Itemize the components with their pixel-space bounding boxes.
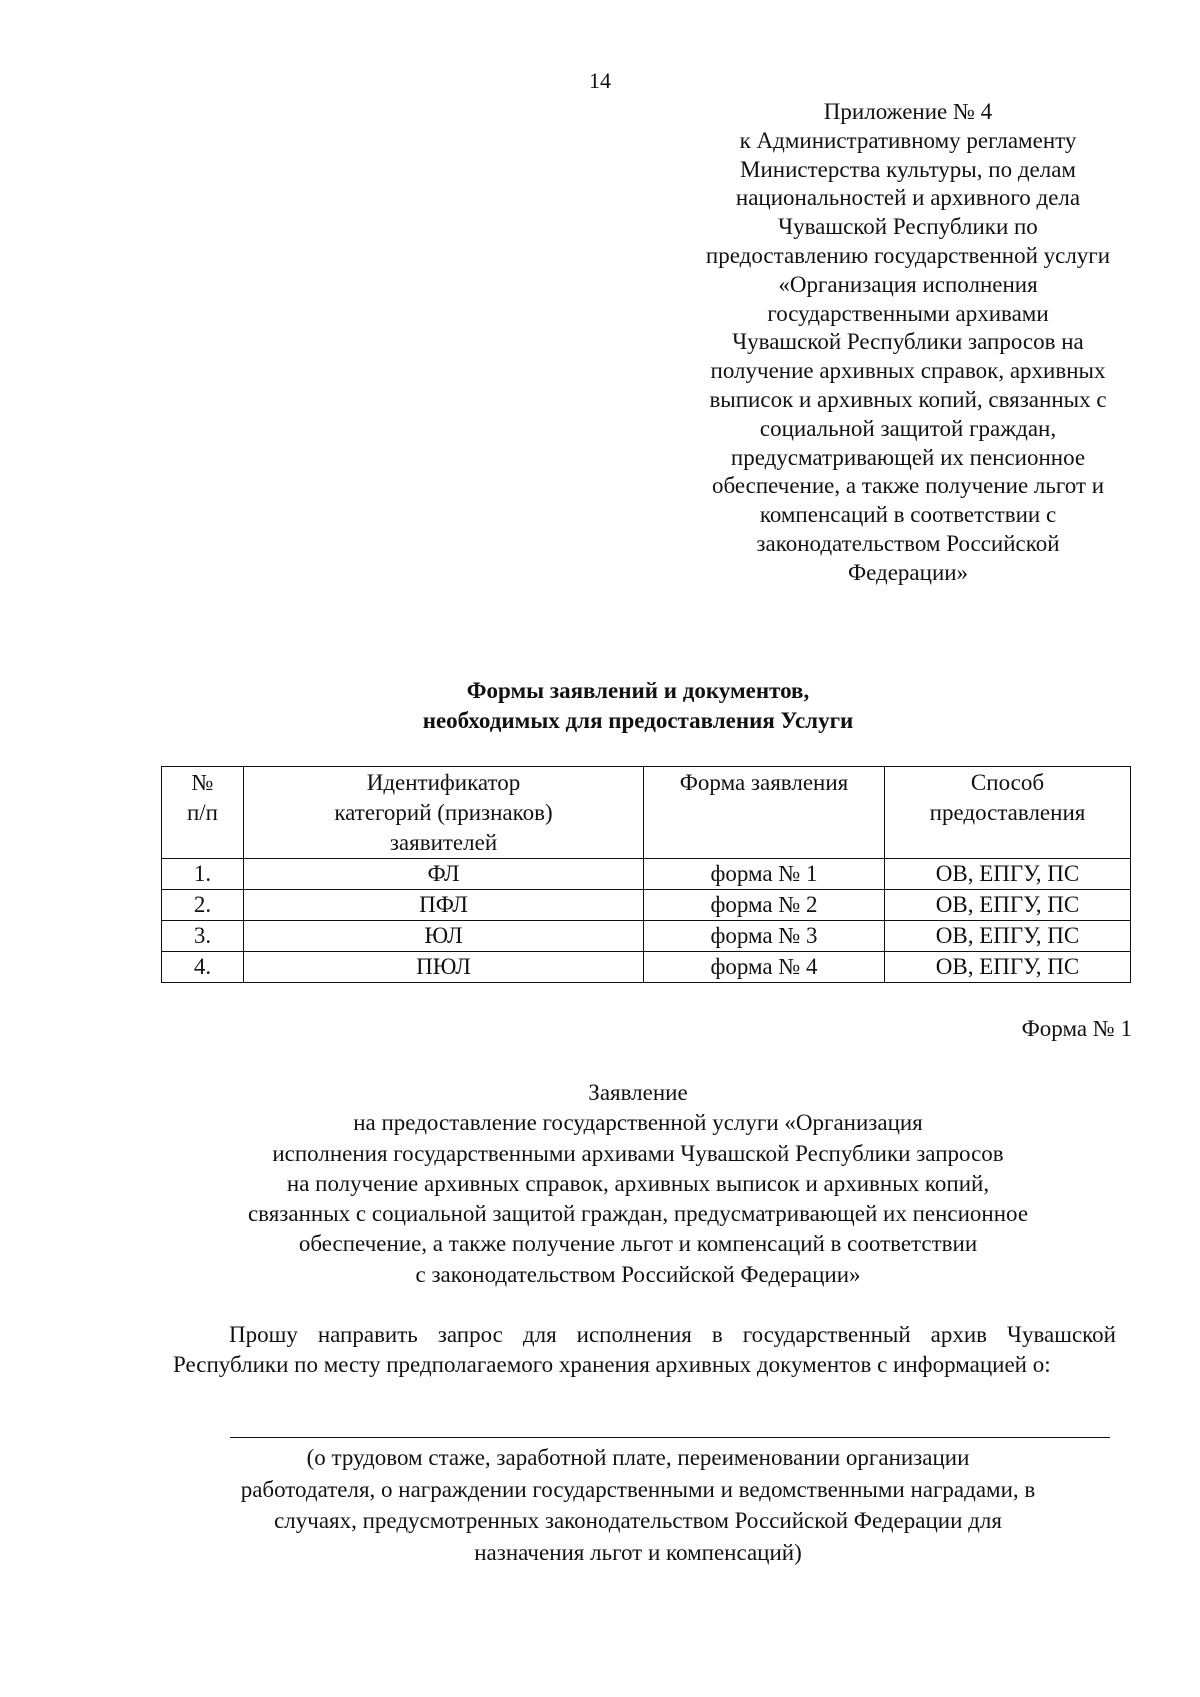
cell-number: 2. bbox=[162, 890, 244, 921]
cell-number: 1. bbox=[162, 859, 244, 890]
forms-table bbox=[161, 766, 1131, 983]
appendix-line: национальностей и архивного дела bbox=[735, 185, 1081, 211]
cell-method: ОВ, ЕПГУ, ПС bbox=[885, 952, 1131, 983]
appendix-line: получение архивных справок, архивных bbox=[710, 358, 1106, 384]
page-number: 14 bbox=[589, 68, 611, 93]
appendix-line: законодательством Российской bbox=[756, 530, 1060, 556]
appendix-line: Чувашской Республики по bbox=[778, 214, 1038, 240]
hint-line: случаях, предусмотренных законодательством Российской Федерации для bbox=[274, 1508, 1002, 1533]
statement-heading-line: связанных с социальной защитой граждан, предусматривающей их пенсионное bbox=[247, 1201, 1029, 1227]
cell-number: 3. bbox=[162, 921, 244, 952]
cell-method: ОВ, ЕПГУ, ПС bbox=[885, 890, 1131, 921]
statement-heading-line: Заявление bbox=[588, 1080, 688, 1105]
header-number: № п/п bbox=[162, 767, 244, 859]
forms-title-line: Формы заявлений и документов, bbox=[466, 678, 810, 703]
appendix-line: социальной защитой граждан, bbox=[759, 415, 1057, 441]
appendix-line: Чувашской Республики запросов на bbox=[732, 329, 1084, 355]
appendix-line: компенсаций в соответствии с bbox=[759, 502, 1057, 528]
appendix-line: Приложение № 4 bbox=[823, 99, 993, 124]
appendix-line: Министерства культуры, по делам bbox=[740, 156, 1076, 182]
cell-category: ФЛ bbox=[244, 859, 644, 890]
appendix-line: выписок и архивных копий, связанных с bbox=[709, 386, 1107, 412]
appendix-line: предусматривающей их пенсионное bbox=[730, 444, 1086, 470]
cell-category: ЮЛ bbox=[244, 921, 644, 952]
forms-section-title bbox=[150, 676, 1126, 736]
table-header-row bbox=[162, 767, 1131, 859]
hint-line: (о трудовом стаже, заработной плате, переименовании организации bbox=[306, 1445, 970, 1470]
information-fill-line[interactable] bbox=[230, 1437, 1110, 1438]
appendix-line: «Организация исполнения bbox=[778, 271, 1038, 297]
forms-title-line: необходимых для предоставления Услуги bbox=[422, 708, 854, 733]
appendix-line: к Административному регламенту bbox=[739, 127, 1077, 153]
statement-heading-line: исполнения государственными архивами Чувашской Республики запросов bbox=[272, 1140, 1004, 1166]
cell-category: ПФЛ bbox=[244, 890, 644, 921]
request-text: Прошу направить запрос для исполнения в государственный архив Чувашской Республики по месту предполагаемого хранения архивных документов с информацией о: bbox=[173, 1322, 1116, 1377]
appendix-line: государственными архивами bbox=[767, 300, 1049, 326]
cell-form: форма № 1 bbox=[644, 859, 885, 890]
cell-category: ПЮЛ bbox=[244, 952, 644, 983]
appendix-line: обеспечение, а также получение льгот и bbox=[711, 473, 1105, 499]
appendix-header bbox=[662, 98, 1154, 588]
header-method: Способ предоставления bbox=[885, 767, 1131, 859]
form-number-label: Форма № 1 bbox=[1021, 1016, 1132, 1041]
cell-method: ОВ, ЕПГУ, ПС bbox=[885, 859, 1131, 890]
cell-form: форма № 2 bbox=[644, 890, 885, 921]
statement-heading-line: на получение архивных справок, архивных выписок и архивных копий, bbox=[286, 1170, 990, 1196]
table-row bbox=[162, 952, 1131, 983]
cell-form: форма № 3 bbox=[644, 921, 885, 952]
header-form: Форма заявления bbox=[644, 767, 885, 859]
appendix-line: предоставлению государственной услуги bbox=[705, 242, 1111, 268]
statement-heading-line: на предоставление государственной услуги «Организация bbox=[353, 1110, 923, 1136]
statement-heading-line: обеспечение, а также получение льгот и компенсаций в соответствии bbox=[298, 1231, 978, 1257]
table-row bbox=[162, 859, 1131, 890]
cell-number: 4. bbox=[162, 952, 244, 983]
hint-line: назначения льгот и компенсаций) bbox=[474, 1539, 802, 1565]
appendix-line: Федерации» bbox=[847, 559, 969, 585]
table-row bbox=[162, 921, 1131, 952]
information-hint bbox=[150, 1442, 1126, 1568]
statement-heading-line: с законодательством Российской Федерации» bbox=[415, 1261, 861, 1287]
hint-line: работодателя, о награждении государственными и ведомственными наградами, в bbox=[240, 1476, 1036, 1502]
request-paragraph bbox=[173, 1320, 1116, 1380]
table-row bbox=[162, 890, 1131, 921]
cell-form: форма № 4 bbox=[644, 952, 885, 983]
statement-heading bbox=[150, 1078, 1126, 1290]
cell-method: ОВ, ЕПГУ, ПС bbox=[885, 921, 1131, 952]
header-category: Идентификатор категорий (признаков) заявителей bbox=[244, 767, 644, 859]
